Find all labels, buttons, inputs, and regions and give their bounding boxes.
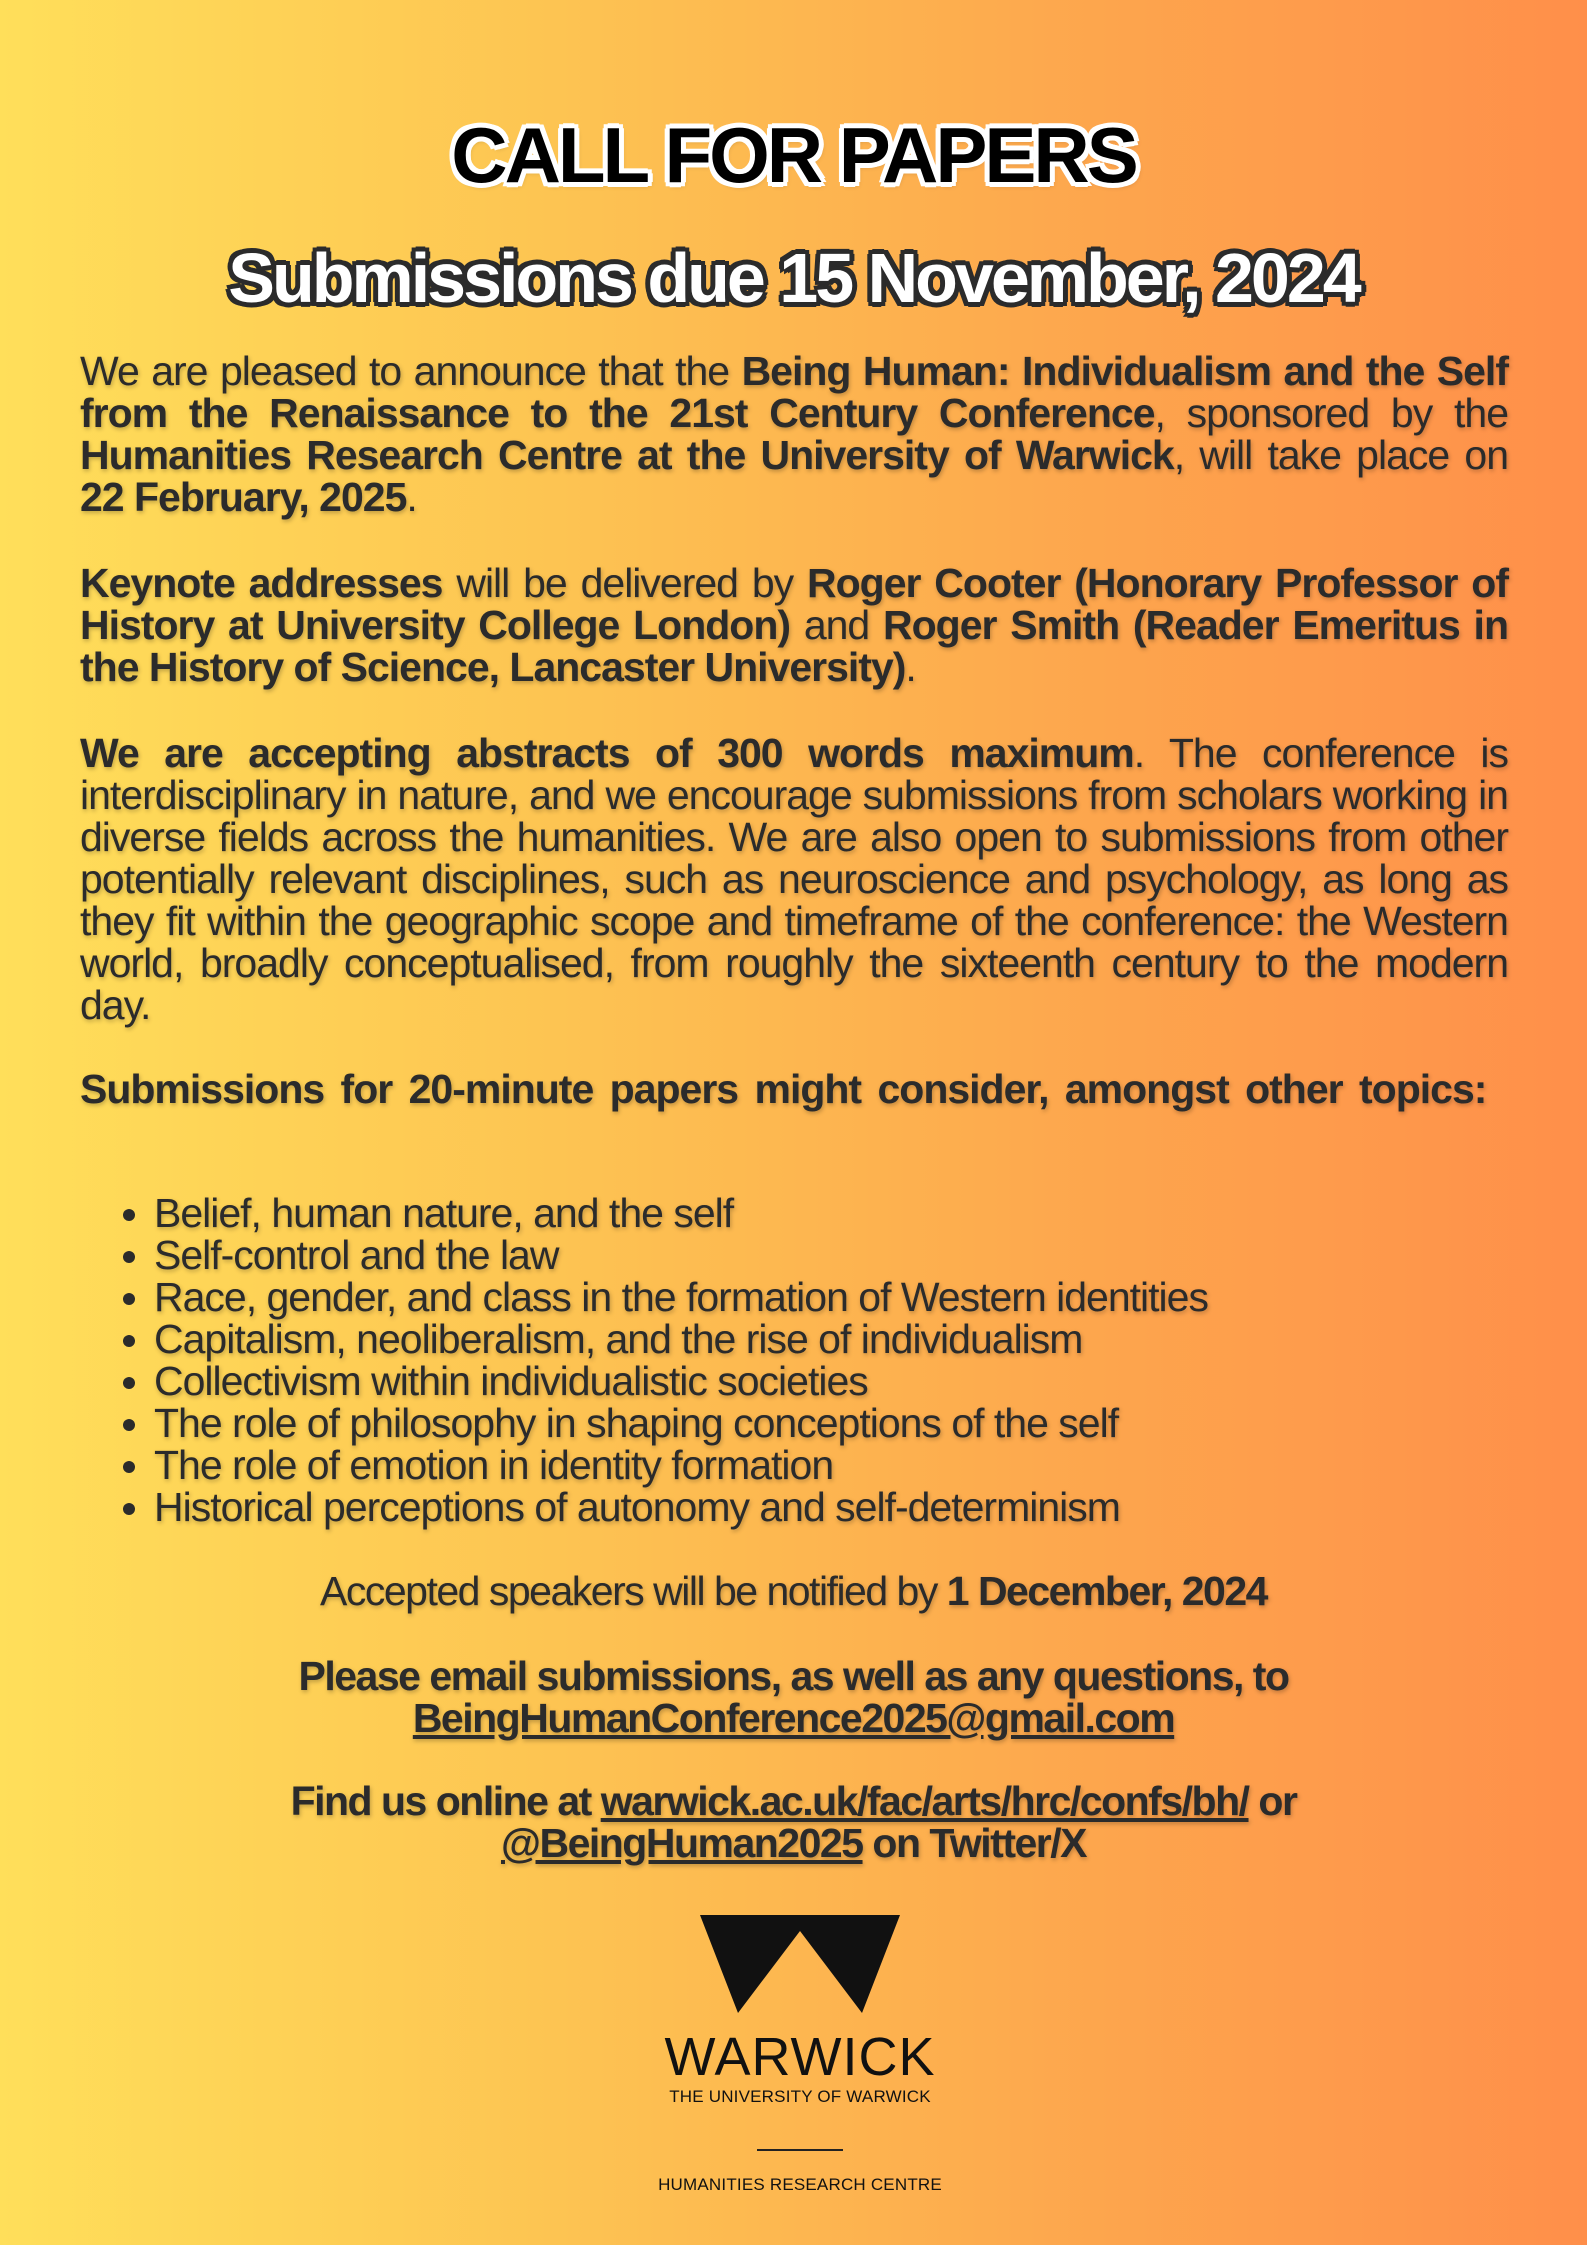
topics-heading [80, 1068, 1508, 1110]
notification-line [0, 1570, 1587, 1612]
intro-paragraph [80, 350, 1508, 518]
online-text: Find us online at [290, 1778, 601, 1824]
topic-item: • Capitalism, neoliberalism, and the rise of individualism [154, 1318, 1208, 1360]
keynote-speaker-2: Roger Smith (Reader Emeritus in the History of Science, Lancaster University) [80, 602, 1508, 690]
topic-item: • The role of philosophy in shaping conceptions of the self [154, 1402, 1208, 1444]
email-link[interactable]: BeingHumanConference2025@gmail.com [412, 1695, 1175, 1741]
topic-item: • Collectivism within individualistic societies [154, 1360, 1208, 1402]
topics-heading-text: Submissions for 20-minute papers might consider, amongst other topics: [80, 1066, 1487, 1112]
website-link[interactable]: warwick.ac.uk/fac/arts/hrc/confs/bh/ [600, 1778, 1249, 1824]
intro-text: , sponsored by the [1154, 390, 1508, 436]
keynote-label: Keynote addresses [80, 560, 443, 606]
keynote-paragraph [80, 562, 1508, 688]
notify-text: Accepted speakers will be notified by [320, 1568, 947, 1614]
online-block [0, 1780, 1587, 1864]
notify-date: 1 December, 2024 [946, 1568, 1267, 1614]
warwick-logo [640, 1915, 960, 2195]
keynote-text: will be delivered by [442, 560, 807, 606]
keynote-text: . [905, 644, 916, 690]
twitter-handle-link[interactable]: @BeingHuman2025 [500, 1820, 863, 1866]
topic-item: • Race, gender, and class in the formation of Western identities [154, 1276, 1208, 1318]
topics-list [110, 1192, 1208, 1528]
topic-item: • Historical perceptions of autonomy and self-determinism [154, 1486, 1208, 1528]
logo-wordmark: WARWICK [664, 2027, 936, 2087]
conference-name: Being Human: Individualism and the Self from the Renaissance to the 21st Century Conference [80, 348, 1508, 436]
conference-date: 22 February, 2025 [80, 474, 407, 520]
intro-text: . [406, 474, 417, 520]
keynote-text: and [790, 602, 884, 648]
sponsor-name: Humanities Research Centre at the University of Warwick [80, 432, 1174, 478]
warwick-w-icon [700, 1915, 900, 2015]
logo-centre: HUMANITIES RESEARCH CENTRE [658, 2175, 942, 2194]
keynote-speaker-1: Roger Cooter (Honorary Professor of History at University College London) [80, 560, 1509, 648]
topic-item: • Self-control and the law [154, 1234, 1208, 1276]
page-title: CALL FOR PAPERS [451, 111, 1136, 199]
intro-text: , will take place on [1173, 432, 1508, 478]
contact-text: Please email submissions, as well as any questions, to [298, 1653, 1289, 1699]
online-text: or [1248, 1778, 1297, 1824]
submission-deadline-heading: Submissions due 15 November, 2024 [228, 239, 1359, 317]
topic-item: • Belief, human nature, and the self [154, 1192, 1208, 1234]
logo-university: THE UNIVERSITY OF WARWICK [669, 2087, 931, 2106]
topic-item: • The role of emotion in identity formation [154, 1444, 1208, 1486]
intro-text: We are pleased to announce that the [80, 348, 742, 394]
abstracts-text: . The conference is interdisciplinary in nature, and we encourage submissions from scholars working in diverse fields across the humanities. We are also open to submissions from other potentially relevant disciplines, such as neuroscience and psychology, as long as they fit within the geographic scope and timeframe of the conference: the Western world, broadly conceptualised, from roughly the sixteenth century to the modern day. [80, 730, 1508, 1028]
abstracts-paragraph [80, 732, 1508, 1026]
logo-divider [757, 2149, 843, 2151]
online-text: on Twitter/X [862, 1820, 1086, 1866]
abstract-limit: We are accepting abstracts of 300 words maximum [80, 730, 1134, 776]
contact-block [0, 1655, 1587, 1739]
